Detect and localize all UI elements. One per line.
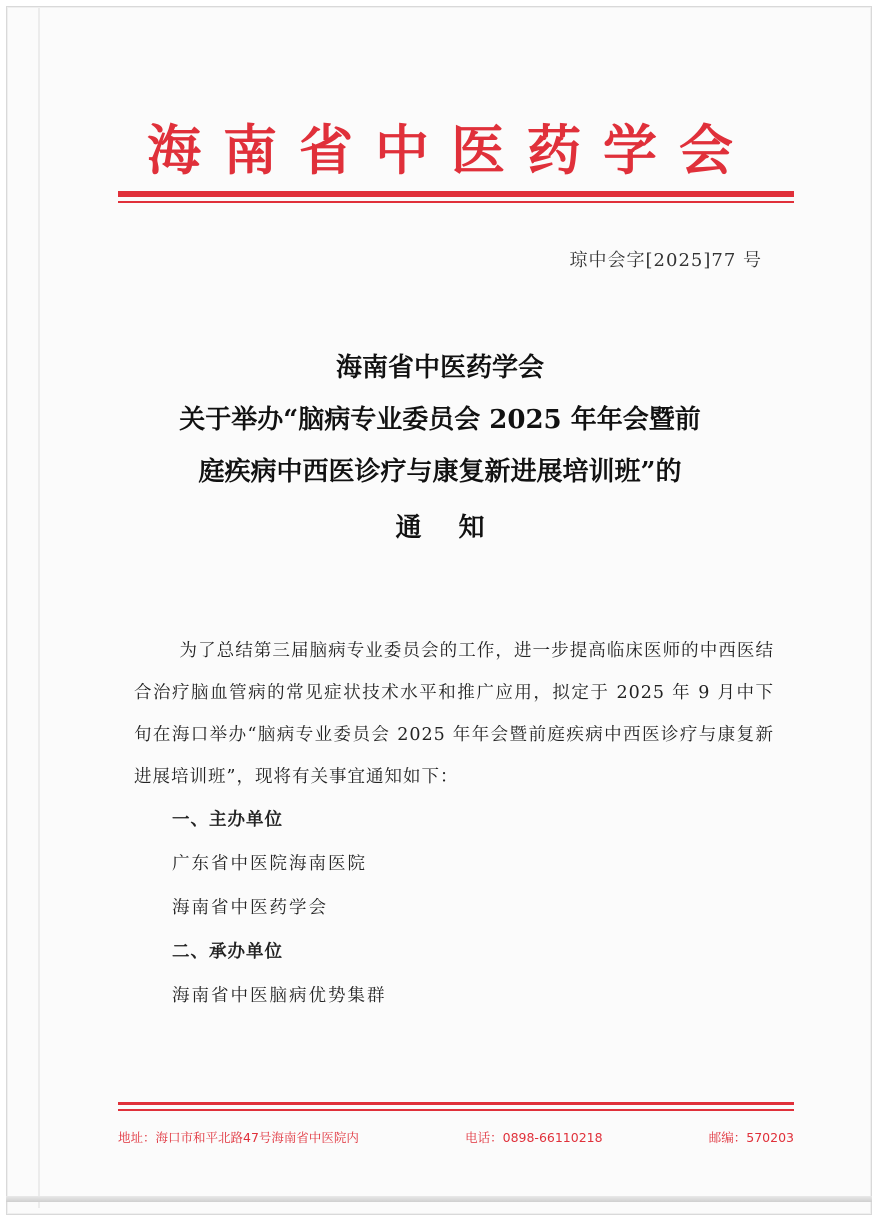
page-edge (38, 8, 40, 1208)
host-item: 海南省中医脑病优势集群 (172, 986, 387, 1006)
section-heading-hosts: 二、承办单位 (172, 942, 283, 962)
footer-address: 地址：海口市和平北路47号海南省中医院内 (118, 1130, 359, 1145)
letterhead-org-name: 海南省中医药学会 (147, 118, 755, 182)
document-title (0, 342, 880, 554)
letterhead-rule-thick (118, 191, 794, 197)
footer-rule-thin (118, 1109, 794, 1111)
footer-postcode: 邮编：570203 (708, 1130, 794, 1145)
organizer-item: 海南省中医药学会 (172, 898, 328, 918)
footer-contact (118, 1128, 794, 1146)
section-heading-organizers: 一、主办单位 (172, 810, 283, 830)
title-line-1: 海南省中医药学会 (335, 353, 544, 383)
scan-bottom-edge (6, 1196, 872, 1202)
document-number: 琼中会字[2025]77 号 (569, 250, 762, 271)
scanned-page (6, 6, 872, 1215)
intro-paragraph: 为了总结第三届脑病专业委员会的工作，进一步提高临床医师的中西医结合治疗脑血管病的常见症状技术水平和推广应用，拟定于 2025 年 9 月中下旬在海口举办“脑病专业委员会 2025 年年会暨前庭疾病中西医诊疗与康复新进展培训班”，现将有关事宜通知如下： (134, 641, 774, 787)
letterhead-rule-thin (118, 201, 794, 203)
title-line-4: 通 知 (395, 513, 499, 543)
organizer-item: 广东省中医院海南医院 (172, 854, 367, 874)
footer-phone: 电话：0898-66110218 (465, 1130, 603, 1145)
document-body (134, 630, 774, 1018)
title-line-2: 关于举办“脑病专业委员会 2025 年年会暨前 (179, 405, 701, 435)
footer-rule-thick (118, 1102, 794, 1105)
title-line-3: 庭疾病中西医诊疗与康复新进展培训班”的 (198, 457, 682, 487)
